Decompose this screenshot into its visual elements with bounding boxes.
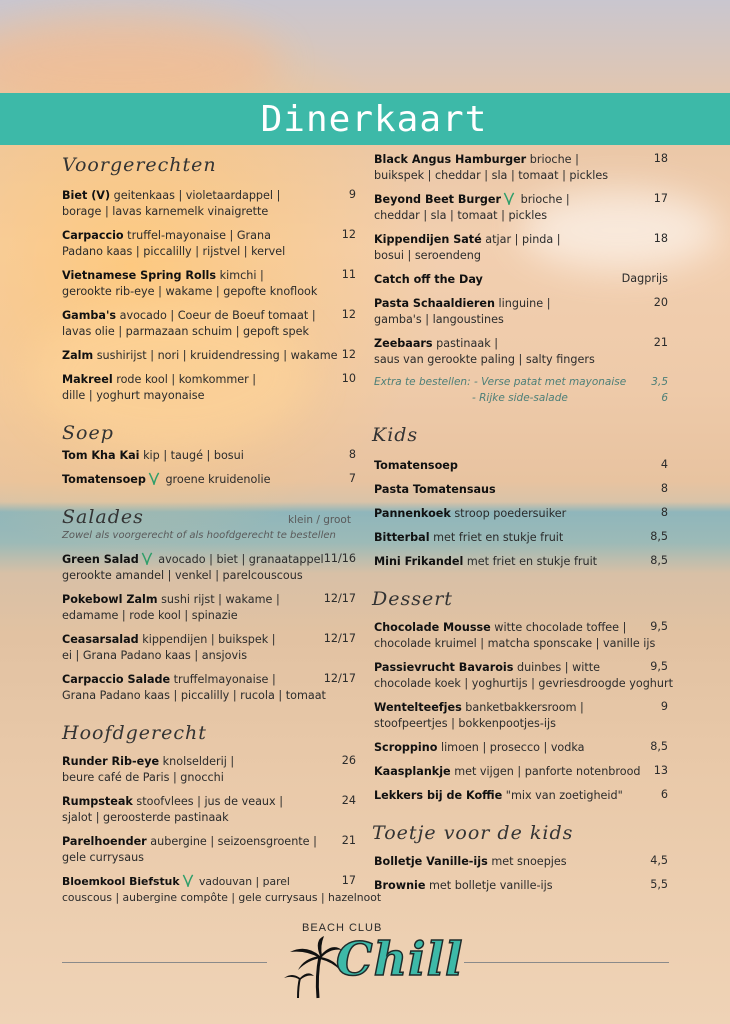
menu-item: Mini Frikandel met friet en stukje fruit (374, 555, 598, 568)
menu-price: 4,5 (650, 854, 668, 867)
menu-item: Zeebaars pastinaak | saus van gerookte paling | salty fingers (374, 337, 595, 366)
menu-price: 11/16 (323, 552, 356, 565)
menu-item: Pannenkoek stroop poedersuiker (374, 507, 567, 520)
menu-price: 7 (348, 472, 356, 485)
menu-price: 12/17 (323, 632, 356, 645)
vegan-leaf-icon (182, 874, 194, 887)
menu-item: Catch off the Day (374, 273, 483, 286)
menu-item: Brownie met bolletje vanille-ijs (374, 879, 553, 892)
menu-item: Kippendijen Saté atjar | pinda | bosui | seroendeng (374, 233, 561, 262)
vegan-leaf-icon (503, 192, 515, 205)
menu-item: Makreel rode kool | komkommer | dille | yoghurt mayonaise (62, 373, 257, 402)
menu-price: 8,5 (650, 530, 668, 543)
menu-item: Lekkers bij de Koffie "mix van zoetigheid" (374, 789, 623, 802)
menu-price: 10 (341, 372, 356, 385)
menu-price: 21 (341, 834, 356, 847)
vegan-leaf-icon (148, 472, 160, 485)
menu-item: Runder Rib-eye knolselderij | beure café de Paris | gnocchi (62, 755, 235, 784)
menu-price: 12/17 (323, 592, 356, 605)
menu-item: Passievrucht Bavarois duinbes | witte chocolade koek | yoghurtijs | gevriesdroogde yoghurt (374, 661, 673, 690)
extra-price-2: 6 (661, 392, 668, 404)
menu-price: 8,5 (650, 554, 668, 567)
menu-item: Pasta Tomatensaus (374, 483, 496, 496)
divider (464, 962, 669, 963)
menu-item: Carpaccio Salade truffelmayonaise | Grana Padano kaas | piccalilly | rucola | tomaat (62, 673, 326, 702)
menu-price: 17 (653, 192, 668, 205)
salades-note: Zowel als voorgerecht of als hoofdgerecht te bestellen (62, 530, 336, 541)
extra-line-2: - Rijke side-salade (472, 392, 568, 404)
logo-main-text: Chill (336, 932, 464, 986)
menu-price: 12 (341, 228, 356, 241)
menu-price: 26 (341, 754, 356, 767)
menu-price: 13 (653, 764, 668, 777)
menu-price: 12 (341, 348, 356, 361)
beach-club-chill-logo (284, 922, 464, 1002)
menu-price: Dagprijs (621, 272, 668, 285)
menu-price: 9 (660, 700, 668, 713)
extra-line-1: Extra te bestellen: - Verse patat met mayonaise (374, 376, 627, 388)
section-dessert: Dessert (372, 588, 453, 610)
menu-item: Bolletje Vanille-ijs met snoepjes (374, 855, 567, 868)
menu-price: 18 (653, 152, 668, 165)
section-hoofdgerecht: Hoofdgerecht (62, 722, 207, 744)
palm-tree-icon (284, 936, 344, 1000)
menu-price: 17 (341, 874, 356, 887)
menu-price: 18 (653, 232, 668, 245)
section-toetje: Toetje voor de kids (372, 822, 574, 844)
divider (62, 962, 267, 963)
menu-price: 9,5 (650, 660, 668, 673)
menu-price: 8 (660, 506, 668, 519)
menu-item: Vietnamese Spring Rolls kimchi | gerookte rib-eye | wakame | gepofte knoflook (62, 269, 318, 298)
section-kids: Kids (372, 424, 419, 446)
title-banner (0, 93, 730, 145)
menu-price: 6 (660, 788, 668, 801)
menu-item: Green Salad avocado | biet | granaatappel gerookte amandel | venkel | parelcouscous (62, 553, 324, 582)
vegan-leaf-icon (141, 552, 153, 565)
menu-price: 20 (653, 296, 668, 309)
menu-item: Beyond Beet Burger brioche | cheddar | sla | tomaat | pickles (374, 193, 570, 222)
menu-price: 11 (341, 268, 356, 281)
menu-price: 8 (660, 482, 668, 495)
menu-item: Pokebowl Zalm sushi rijst | wakame | edamame | rode kool | spinazie (62, 593, 280, 622)
menu-item: Tomatensoep (374, 459, 458, 472)
menu-price: 4 (660, 458, 668, 471)
page-title: Dinerkaart (260, 98, 488, 140)
menu-item: Pasta Schaaldieren linguine | gamba's | langoustines (374, 297, 551, 326)
menu-item: Black Angus Hamburger brioche | buikspek | cheddar | sla | tomaat | pickles (374, 153, 609, 182)
section-voorgerechten: Voorgerechten (62, 154, 217, 176)
section-soep: Soep (62, 422, 114, 444)
menu-item: Rumpsteak stoofvlees | jus de veaux | sjalot | geroosterde pastinaak (62, 795, 283, 824)
menu-item: Bloemkool Biefstuk vadouvan | parel couscous | aubergine compôte | gele currysaus | hazelnoot (62, 875, 382, 904)
menu-price: 24 (341, 794, 356, 807)
logo-top-text: BEACH CLUB (302, 922, 383, 934)
menu-item: Zalm sushirijst | nori | kruidendressing | wakame (62, 349, 338, 362)
menu-item: Biet (V) geitenkaas | violetaardappel | borage | lavas karnemelk vinaigrette (62, 189, 281, 218)
menu-item: Kaasplankje met vijgen | panforte notenbrood (374, 765, 641, 778)
menu-item: Ceasarsalad kippendijen | buikspek | ei | Grana Padano kaas | ansjovis (62, 633, 276, 662)
menu-price: 8,5 (650, 740, 668, 753)
menu-item: Chocolade Mousse witte chocolade toffee | chocolade kruimel | matcha sponscake | vanille ijs (374, 621, 656, 650)
menu-price: 12/17 (323, 672, 356, 685)
menu-price: 9 (348, 188, 356, 201)
menu-item: Tom Kha Kai kip | taugé | bosui (62, 449, 244, 462)
menu-price: 5,5 (650, 878, 668, 891)
extra-price-1: 3,5 (651, 376, 668, 388)
section-salades: Salades (62, 506, 144, 528)
menu-item: Gamba's avocado | Coeur de Boeuf tomaat | lavas olie | parmazaan schuim | gepoft spek (62, 309, 316, 338)
menu-item: Scroppino limoen | prosecco | vodka (374, 741, 585, 754)
menu-item: Wentelteefjes banketbakkersroom | stoofpeertjes | bokkenpootjes-ijs (374, 701, 584, 730)
menu-item: Tomatensoep groene kruidenolie (62, 473, 271, 486)
menu-item: Bitterbal met friet en stukje fruit (374, 531, 564, 544)
menu-price: 9,5 (650, 620, 668, 633)
salades-sizes: klein / groot (288, 514, 351, 526)
menu-price: 8 (348, 448, 356, 461)
menu-price: 12 (341, 308, 356, 321)
menu-item: Carpaccio truffel-mayonaise | Grana Padano kaas | piccalilly | rijstvel | kervel (62, 229, 286, 258)
menu-price: 21 (653, 336, 668, 349)
menu-item: Parelhoender aubergine | seizoensgroente | gele currysaus (62, 835, 317, 864)
